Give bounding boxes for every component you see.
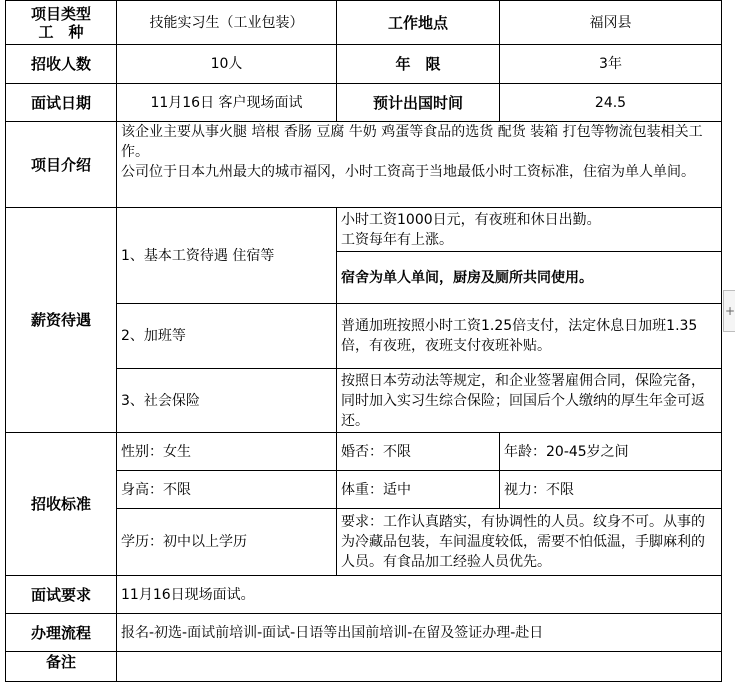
row-process [6,614,722,652]
criteria-requirements: 要求：工作认真踏实，有协调性的人员。纹身不可。从事的为冷藏品包装，车间温度较低，需要不怕低温，手脚麻利的人员。有食品加工经验人员优先。 [337,509,722,576]
interview-date-label: 面试日期 [6,84,117,122]
row-job-type [6,1,722,45]
job-type-value: 技能实习生（工业包装） [117,1,337,45]
insurance-label: 3、社会保险 [117,369,337,433]
project-intro-line1: 该企业主要从事火腿 培根 香肠 豆腐 牛奶 鸡蛋等食品的选货 配货 装箱 打包等物流包装相关工作。 [121,124,703,160]
job-info-table [5,0,722,682]
job-type-label-line1: 项目类型 [30,4,91,23]
process-value: 报名-初选-面试前培训-面试-日语等出国前培训-在留及签证办理-赴日 [117,614,722,652]
departure-time-label: 预计出国时间 [337,84,500,122]
row-project-intro [6,122,722,208]
overtime-text: 普通加班按照小时工资1.25倍支付，法定休息日加班1.35倍，有夜班，夜班支付夜班补贴。 [337,304,722,369]
interview-req-value: 11月16日现场面试。 [117,576,722,614]
criteria-education: 学历：初中以上学历 [117,509,337,576]
project-intro-text [117,122,722,208]
row-interview-date [6,84,722,122]
salary-basic-label: 1、基本工资待遇 住宿等 [117,208,337,304]
row-recruit [6,45,722,84]
job-type-label-line2: 工 种 [38,22,84,41]
project-intro-line2: 公司位于日本九州最大的城市福冈，小时工资高于当地最低小时工资标准，住宿为单人单间。 [121,164,695,180]
departure-time-value: 24.5 [500,84,722,122]
salary-label: 薪资待遇 [6,208,117,433]
term-value: 3年 [500,45,722,84]
row-remarks [6,652,722,682]
expand-tab[interactable] [723,290,735,332]
interview-date-value: 11月16日 客户现场面试 [117,84,337,122]
criteria-vision: 视力：不限 [500,471,722,509]
remarks-label: 备注 [6,652,117,682]
remarks-value [117,652,722,682]
interview-req-label: 面试要求 [6,576,117,614]
criteria-marriage: 婚否：不限 [337,433,500,471]
recruit-count-value: 10人 [117,45,337,84]
criteria-label: 招收标准 [6,433,117,576]
salary-basic-wage-line1: 小时工资1000日元，有夜班和休日出勤。 [341,211,601,228]
plus-icon: + [724,304,735,318]
term-label: 年 限 [337,45,500,84]
process-label: 办理流程 [6,614,117,652]
salary-basic-wage [337,208,722,252]
row-criteria-1 [6,433,722,471]
project-intro-label: 项目介绍 [6,122,117,208]
criteria-height: 身高：不限 [117,471,337,509]
criteria-age: 年龄：20-45岁之间 [500,433,722,471]
row-interview-req [6,576,722,614]
salary-basic-wage-line2: 工资每年有上涨。 [341,231,453,248]
salary-dorm-text: 宿舍为单人单间，厨房及厕所共同使用。 [337,252,722,304]
overtime-label: 2、加班等 [117,304,337,369]
job-type-label [6,1,117,45]
work-location-value: 福冈县 [500,1,722,45]
insurance-text: 按照日本劳动法等规定，和企业签署雇佣合同，保险完备，同时加入实习生综合保险；回国后个人缴纳的厚生年金可返还。 [337,369,722,433]
criteria-weight: 体重：适中 [337,471,500,509]
criteria-gender: 性别：女生 [117,433,337,471]
row-salary-basic-1 [6,208,722,252]
work-location-label: 工作地点 [337,1,500,45]
recruit-count-label: 招收人数 [6,45,117,84]
